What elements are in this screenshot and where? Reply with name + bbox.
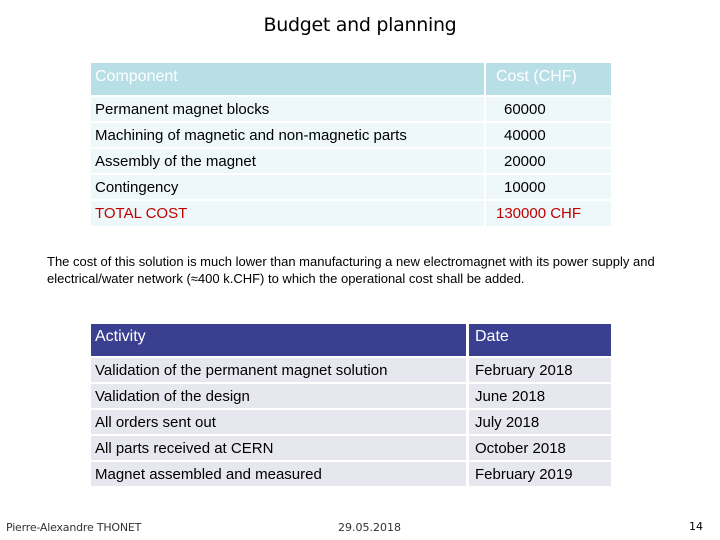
date-cell: February 2019 (466, 462, 611, 488)
total-value: 130000 CHF (484, 201, 611, 226)
activity-cell: Magnet assembled and measured (91, 462, 466, 488)
footer-date: 29.05.2018 (338, 521, 401, 534)
date-cell: July 2018 (466, 410, 611, 436)
table-row (91, 175, 611, 201)
activity-header: Activity (91, 324, 466, 358)
activity-cell: All orders sent out (91, 410, 466, 436)
date-cell: June 2018 (466, 384, 611, 410)
cost-cell: 10000 (484, 175, 611, 201)
cost-table-header (91, 63, 611, 97)
date-cell: February 2018 (466, 358, 611, 384)
table-row (91, 123, 611, 149)
cost-cell: 60000 (484, 97, 611, 123)
date-header: Date (466, 324, 611, 358)
table-row (91, 436, 611, 462)
schedule-table (91, 324, 611, 488)
page-title: Budget and planning (263, 14, 457, 36)
schedule-table-header (91, 324, 611, 358)
table-row (91, 462, 611, 488)
component-header: Component (91, 63, 484, 97)
component-cell: Contingency (91, 175, 484, 201)
activity-cell: Validation of the design (91, 384, 466, 410)
cost-note: The cost of this solution is much lower than manufacturing a new electromagnet with its power supply and electrical/water network (≈400 k.CHF) to which the operational cost shall be added. (47, 254, 655, 286)
table-row (91, 358, 611, 384)
table-row (91, 384, 611, 410)
date-cell: October 2018 (466, 436, 611, 462)
total-row (91, 201, 611, 226)
cost-cell: 20000 (484, 149, 611, 175)
table-row (91, 149, 611, 175)
footer-author: Pierre-Alexandre THONET (6, 521, 142, 534)
cost-table (91, 63, 611, 226)
component-cell: Assembly of the magnet (91, 149, 484, 175)
component-cell: Permanent magnet blocks (91, 97, 484, 123)
table-row (91, 97, 611, 123)
activity-cell: All parts received at CERN (91, 436, 466, 462)
cost-cell: 40000 (484, 123, 611, 149)
page-number: 14 (689, 520, 703, 533)
cost-header: Cost (CHF) (484, 63, 611, 97)
activity-cell: Validation of the permanent magnet solution (91, 358, 466, 384)
total-label: TOTAL COST (91, 201, 484, 226)
table-row (91, 410, 611, 436)
component-cell: Machining of magnetic and non-magnetic parts (91, 123, 484, 149)
